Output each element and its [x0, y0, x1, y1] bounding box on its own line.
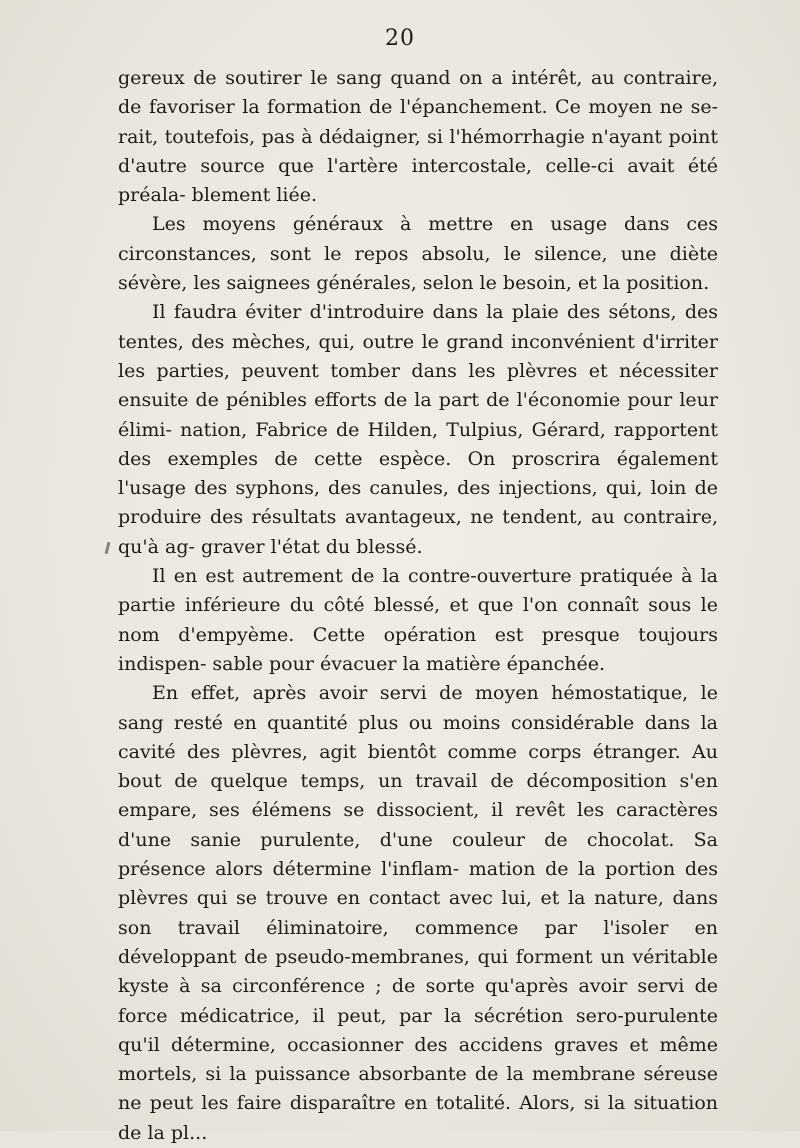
- page-number: 20: [385, 26, 415, 51]
- paragraph-3: Il faudra éviter d'introduire dans la plaie des sétons, des tentes, des mèches, qui, outre le grand inconvénient d'irriter les parties, peuvent tomber dans les plèvres et nécessiter ensuite de pénibles efforts de la part de l'économie pour leur élimi- nation, Fabrice de Hilden, Tulpius, Gérard, rapportent des exemples de cette espèce. On proscrira également l'usage des syphons, des canules, des injections, qui, loin de produire des résultats avantageux, ne tendent, au contraire, qu'à ag- graver l'état du blessé.: [118, 301, 718, 558]
- paragraph-2: Les moyens généraux à mettre en usage dans ces circonstances, sont le repos absolu, le silence, une diète sévère, les saignees générales, selon le besoin, et la position.: [118, 213, 718, 295]
- margin-mark: [105, 542, 111, 554]
- paragraph-4: Il en est autrement de la contre-ouverture pratiquée à la partie inférieure du côté blessé, et que l'on connaît sous le nom d'empyème. Cette opération est presque toujours indispen- sable pour évacuer la matière épanchée.: [118, 565, 718, 675]
- paragraph-1: gereux de soutirer le sang quand on a intérêt, au contraire, de favoriser la formation de l'épanchement. Ce moyen ne se- rait, toutefois, pas à dédaigner, si l'hémorrhagie n'ayant point d'autre source que l'artère intercostale, celle-ci avait été préala- blement liée.: [118, 67, 718, 207]
- body-text: [118, 64, 718, 1148]
- paragraph-5: En effet, après avoir servi de moyen hémostatique, le sang resté en quantité plus ou moins considérable dans la cavité des plèvres, agit bientôt comme corps étranger. Au bout de quelque temps, un travail de décomposition s'en empare, ses élémens se dissocient, il revêt les caractères d'une sanie purulente, d'une couleur de chocolat. Sa présence alors détermine l'inflam- mation de la portion des plèvres qui se trouve en contact avec lui, et la nature, dans son travail éliminatoire, commence par l'isoler en développant de pseudo-membranes, qui forment un véritable kyste à sa circonférence ; de sorte qu'après avoir servi de force médicatrice, il peut, par la sécrétion sero-purulente qu'il détermine, occasionner des accidens graves et même mortels, si la puissance absorbante de la membrane séreuse ne peut les faire disparaître en totalité. Alors, si la situation de la pl...: [118, 682, 718, 1144]
